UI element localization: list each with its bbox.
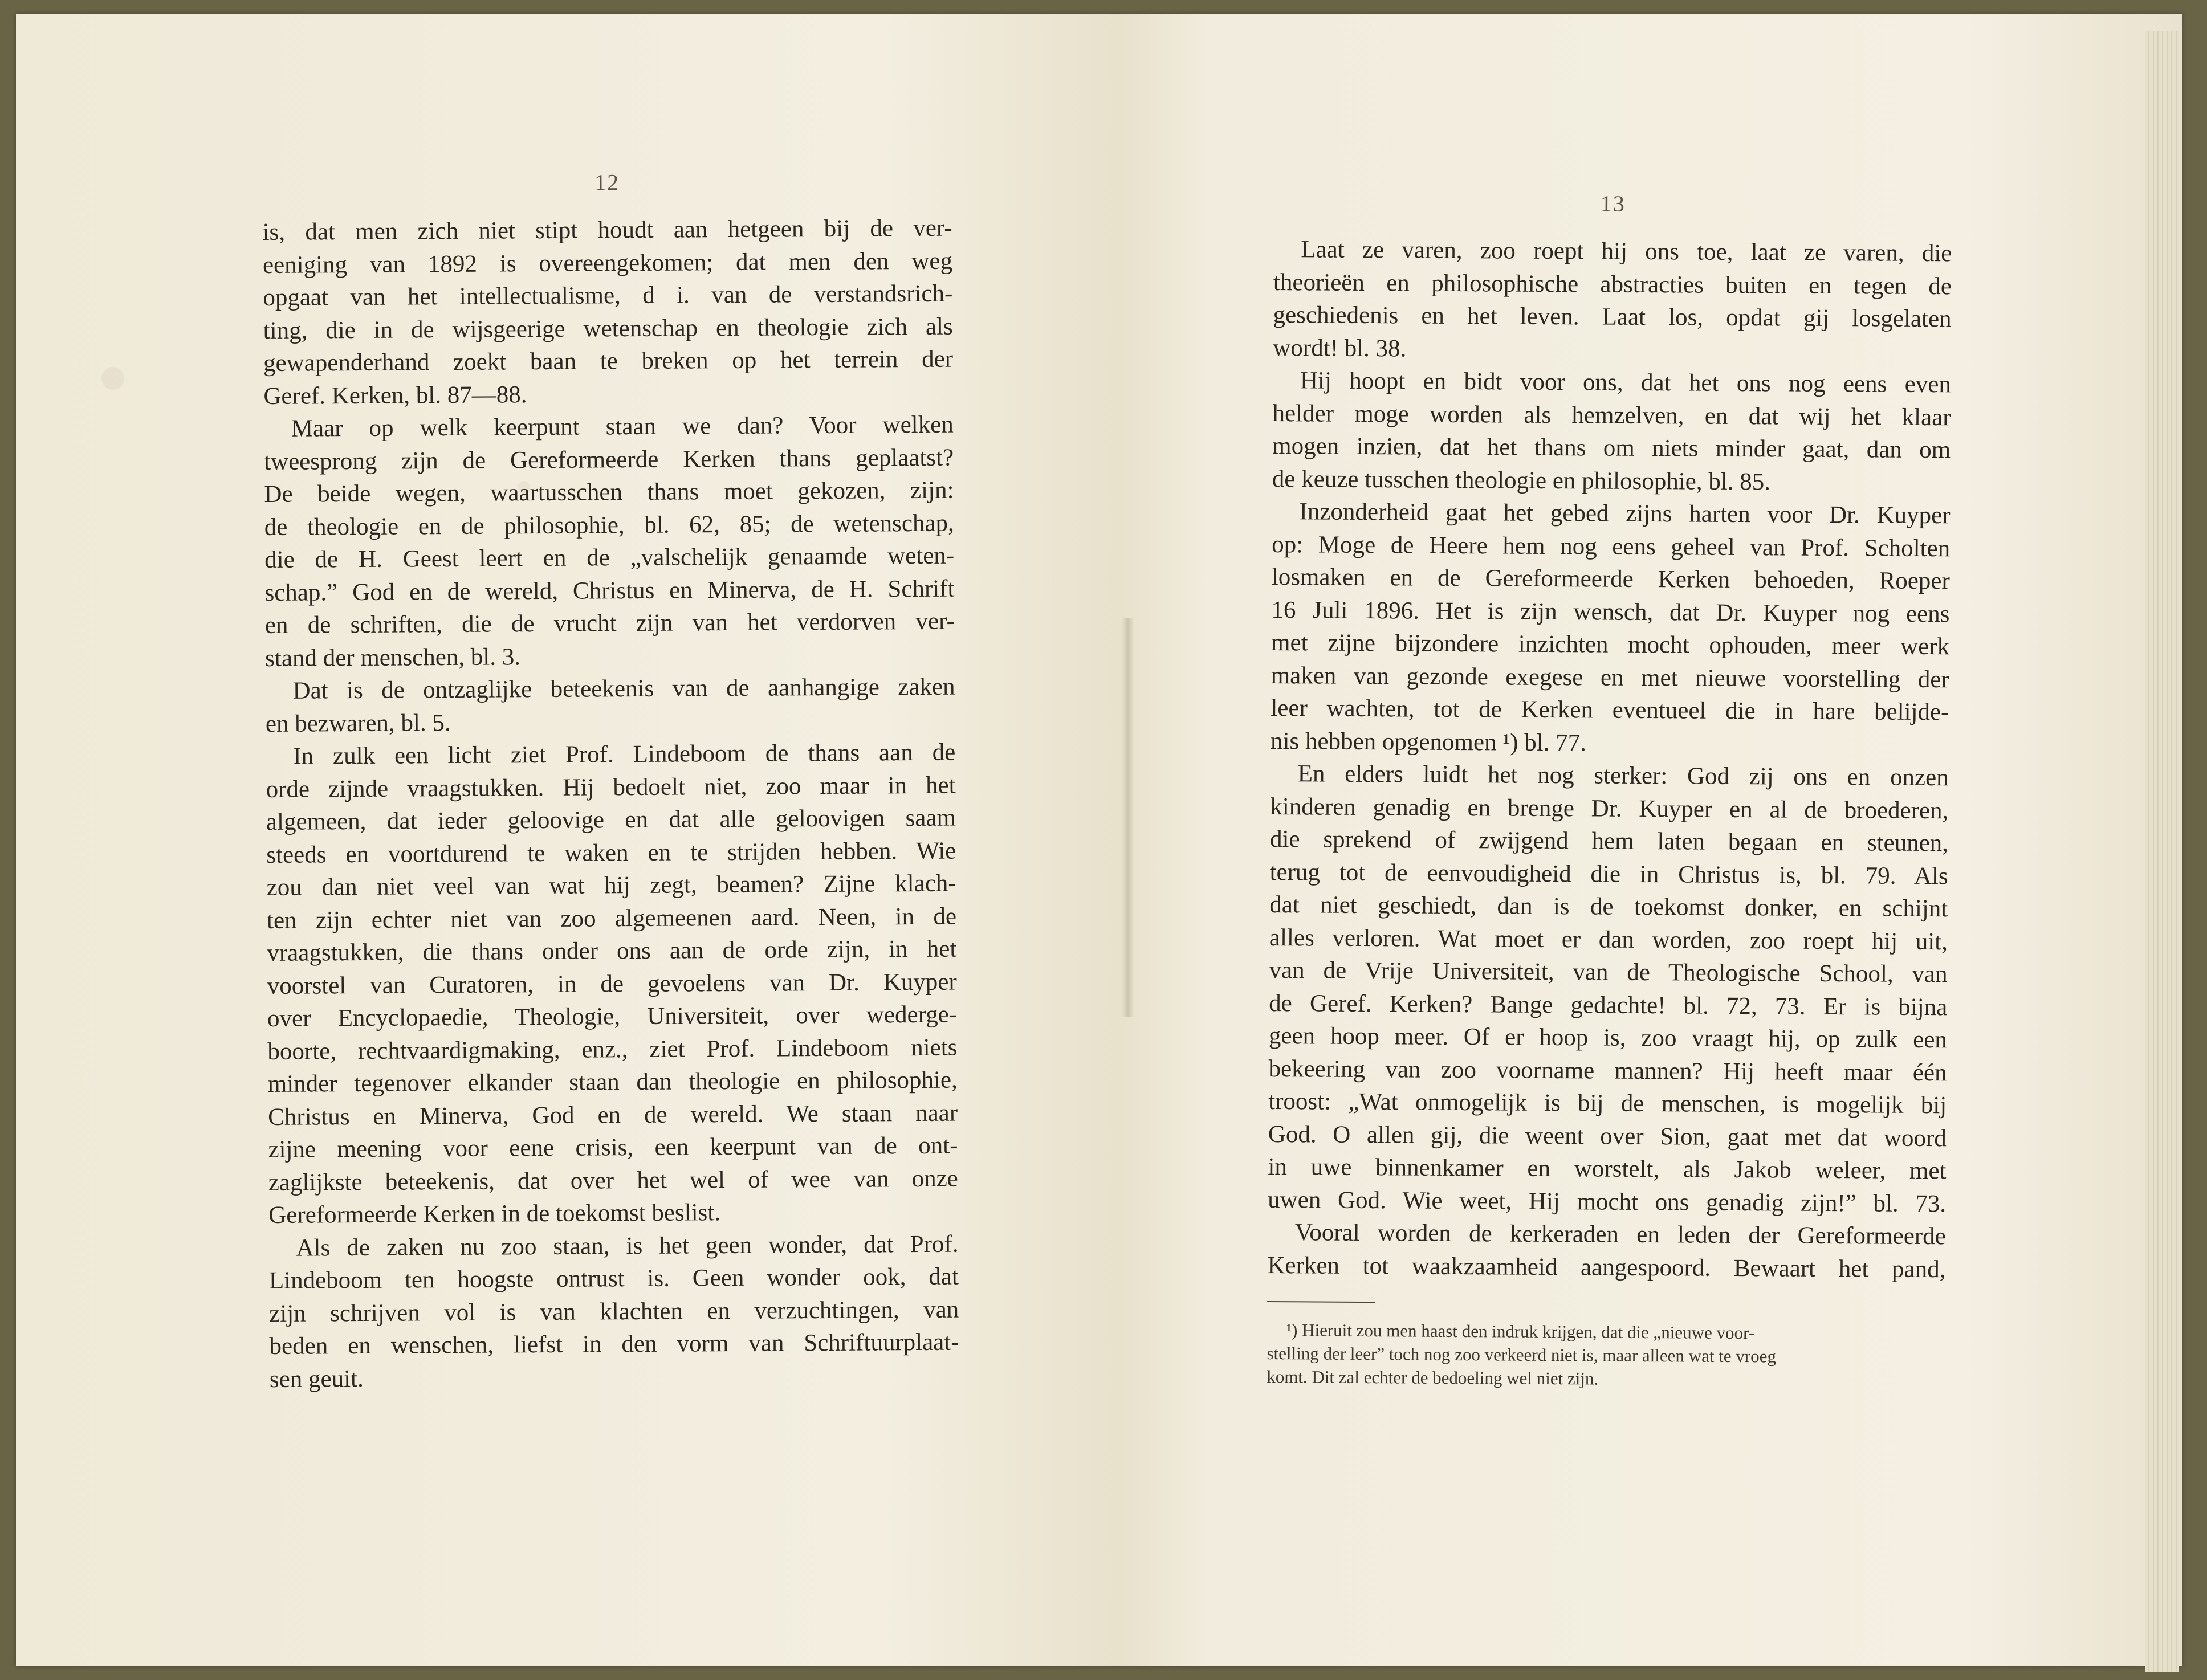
text-line: maken van gezonde exegese en met nieuwe voorstelling der [1271,662,1949,693]
text-line: orde zijnde vraagstukken. Hij bedoelt niet, zoo maar in het [266,772,956,803]
text-line: mogen inzien, dat het thans om niets minder gaat, dan om [1272,432,1951,464]
text-line: over Encyclopaedie, Theologie, Universiteit, over wederge- [267,1001,958,1032]
text-line: in uwe binnenkamer en worstelt, als Jakob weleer, met [1268,1153,1947,1185]
text-line: steeds en voortdurend te waken en te strijden hebben. Wie [266,837,956,868]
text-line: geschiedenis en het leven. Laat los, opdat gij losgelaten [1273,301,1952,333]
text-line: Maar op welk keerpunt staan we dan? Voor welken [291,411,954,442]
footnote [1267,1318,1945,1392]
footnote-line: komt. Dit zal echter de bedoeling wel niet zijn. [1267,1366,1599,1389]
text-line: Gereformeerde Kerken in de toekomst beslist. [268,1199,721,1229]
text-line: gewapenderhand zoekt baan te breken op het terrein der [263,345,954,377]
text-line: stand der menschen, bl. 3. [265,643,521,672]
book-gutter [1122,618,1134,1017]
text-line: en bezwaren, bl. 5. [265,709,451,737]
text-line: Vooral worden de kerkeraden en leden der Gereformeerde [1294,1219,1946,1250]
text-line: ten zijn echter niet van zoo algemeenen aard. Neen, in de [266,903,957,934]
text-line: die sprekend of zwijgend hem laten begaan en steunen, [1269,825,1949,857]
text-line: en de schriften, die de vrucht zijn van het verdorven ver- [264,607,955,639]
text-line: nis hebben opgenomen ¹) bl. 77. [1270,727,1587,756]
text-line: Christus en Minerva, God en de wereld. We staan naar [267,1099,958,1131]
text-line: In zulk een licht ziet Prof. Lindeboom de thans aan de [293,739,956,770]
text-line: die de H. Geest leert en de „valschelijk genaamde weten- [264,542,955,573]
text-line: van de Vrije Universiteit, van de Theologische School, van [1269,956,1948,988]
text-line: opgaat van het intellectualisme, d i. van de verstandsrich- [263,280,953,311]
text-line: tweesprong zijn de Gereformeerde Kerken thans geplaatst? [263,444,954,475]
text-line: 16 Juli 1896. Het is zijn wensch, dat Dr. Kuyper nog eens [1271,596,1950,627]
text-line: Kerken tot waakzaamheid aangespoord. Bewaart het pand, [1267,1251,1946,1283]
text-line: algemeen, dat ieder geloovige en dat alle geloovigen saam [266,804,956,835]
page-number: 12 [594,169,620,195]
text-line: voorstel van Curatoren, in de gevoelens van Dr. Kuyper [267,968,957,1000]
text-line: Dat is de ontzaglijke beteekenis van de aanhangige zaken [292,673,955,704]
text-line: dat niet geschiedt, dan is de toekomst donker, en schijnt [1269,891,1948,923]
text-line: terug tot de eenvoudigheid die in Christus is, bl. 79. Als [1269,858,1948,890]
paper-stain [101,367,124,390]
text-line: kinderen genadig en brenge Dr. Kuyper en al de broederen, [1270,793,1949,824]
right-page-edges [2145,31,2179,1672]
text-line: Als de zaken nu zoo staan, is het geen wonder, dat Prof. [296,1230,959,1262]
text-line: En elders luidt het nog sterker: God zij ons en onzen [1297,760,1949,792]
text-line: schap.” God en de wereld, Christus en Minerva, de H. Schrift [264,575,955,606]
text-line: zijne meening voor eene crisis, een keerpunt van de ont- [268,1132,958,1163]
text-line: boorte, rechtvaardigmaking, enz., ziet Prof. Lindeboom niets [267,1034,958,1065]
left-page-text [262,212,959,1396]
text-line: Lindeboom ten hoogste ontrust is. Geen wonder ook, dat [268,1263,959,1294]
text-line: met zijne bijzondere inzichten mocht ophouden, meer werk [1271,629,1950,660]
text-line: geen hoop meer. Of er hoop is, zoo vraagt hij, op zulk een [1268,1022,1948,1054]
text-line: minder tegenover elkander staan dan theologie en philosophie, [267,1066,958,1098]
text-line: leer wachten, tot de Kerken eventueel die in hare belijde- [1271,694,1949,726]
text-line: de keuze tusschen theologie en philosophie, bl. 85. [1272,465,1771,495]
text-line: troost: „Wat onmogelijk is bij de menschen, is mogelijk bij [1268,1087,1947,1119]
text-line: op: Moge de Heere hem nog eens geheel van Prof. Scholten [1272,531,1951,562]
text-line: is, dat men zich niet stipt houdt aan hetgeen bij de ver- [262,214,952,246]
text-line: eeniging van 1892 is overeengekomen; dat men den weg [262,247,953,279]
page-number: 13 [1600,190,1626,217]
text-line: zou dan niet veel van wat hij zegt, beamen? Zijne klach- [266,870,956,901]
text-line: beden en wenschen, liefst in den vorm van Schriftuurplaat- [269,1328,959,1360]
right-page [1267,188,1952,1392]
text-line: sen geuit. [269,1365,364,1393]
text-line: ting, die in de wijsgeerige wetenschap en theologie zich als [263,313,953,344]
text-line: helder moge worden als hemzelven, en dat wij het klaar [1272,399,1951,431]
text-line: wordt! bl. 38. [1273,334,1407,362]
text-line: losmaken en de Gereformeerde Kerken behoeden, Roeper [1271,563,1950,595]
text-line: theorieën en philosophische abstracties buiten en tegen de [1273,268,1952,300]
text-line: Inzonderheid gaat het gebed zijns harten voor Dr. Kuyper [1299,498,1951,529]
text-line: vraagstukken, die thans onder ons aan de orde zijn, in het [267,935,957,967]
text-line: zaglijkste beteekenis, dat over het wel of wee van onze [268,1165,958,1196]
right-page-text [1267,233,1952,1286]
text-line: de Geref. Kerken? Bange gedachte! bl. 72, 73. Er is bijna [1269,989,1948,1021]
text-line: de theologie en de philosophie, bl. 62, 85; de wetenschap, [264,509,954,541]
left-page [262,167,959,1396]
text-line: alles verloren. Wat moet er dan worden, zoo roept hij uit, [1269,924,1948,955]
text-line: zijn schrijven vol is van klachten en verzuchtingen, van [269,1296,959,1327]
text-line: Geref. Kerken, bl. 87—88. [263,381,527,410]
text-line: God. O allen gij, die weent over Sion, gaat met dat woord [1268,1120,1947,1152]
text-line: Laat ze varen, zoo roept hij ons toe, laat ze varen, die [1301,236,1952,267]
text-line: bekeering van zoo voorname mannen? Hij heeft maar één [1268,1055,1947,1086]
footnote-rule [1267,1301,1375,1303]
text-line: uwen God. Wie weet, Hij mocht ons genadig zijn!” bl. 73. [1268,1186,1947,1217]
text-line: De beide wegen, waartusschen thans moet gekozen, zijn: [264,476,954,508]
footnote-line: ¹) Hieruit zou men haast den indruk krijgen, dat die „nieuwe voor- [1286,1320,1755,1343]
footnote-line: stelling der leer” toch nog zoo verkeerd niet is, maar alleen wat te vroeg [1267,1343,1777,1367]
text-line: Hij hoopt en bidt voor ons, dat het ons nog eens even [1300,367,1952,398]
